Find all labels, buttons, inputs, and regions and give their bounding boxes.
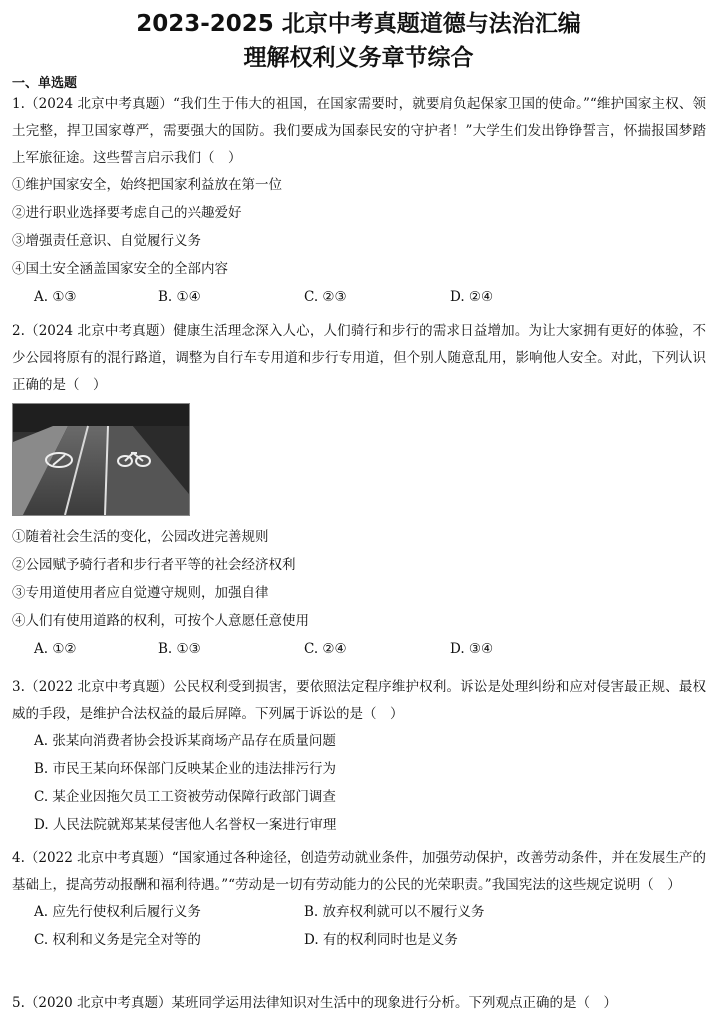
question-2-option-b[interactable]: B. ①③ [158, 641, 201, 657]
question-2 [12, 318, 706, 664]
question-5 [12, 990, 706, 1017]
question-5-stem: 5.（2020 北京中考真题）某班同学运用法律知识对生活中的现象进行分析。下列观点正确的是（ ） [12, 995, 618, 1011]
question-4-stem: 4.（2022 北京中考真题）“国家通过各种途径，创造劳动就业条件，加强劳动保护，改善劳动条件，并在发展生产的基础上，提高劳动报酬和福利待遇。”“劳动是一切有劳动能力的公民的光荣职责。”我国宪法的这些规定说明（ ） [12, 850, 706, 893]
question-2-item-3: ③专用道使用者应自觉遵守规则，加强自律 [12, 585, 269, 601]
question-1-option-d[interactable]: D. ②④ [450, 289, 494, 305]
question-1-options [12, 284, 706, 312]
question-3-stem: 3.（2022 北京中考真题）公民权利受到损害，要依照法定程序维护权利。诉讼是处理纠纷和应对侵害最正规、最权威的手段，是维护合法权益的最后屏障。下列属于诉讼的是（ ） [12, 679, 706, 722]
question-3 [12, 674, 706, 840]
question-4-option-b[interactable]: B. 放弃权利就可以不履行义务 [304, 904, 485, 920]
section-heading: 一、单选题 [12, 76, 78, 91]
question-1-stem: 1.（2024 北京中考真题）“我们生于伟大的祖国，在国家需要时，就要肩负起保家卫国的使命。”“维护国家主权、领土完整，捍卫国家尊严，需要强大的国防。我们要成为国泰民安的守护者！”大学生们发出铮铮誓言，怀揣报国梦踏上军旅征途。这些誓言启示我们（ ） [12, 96, 706, 166]
question-1-option-a[interactable]: A. ①③ [34, 289, 77, 305]
question-2-option-d[interactable]: D. ③④ [450, 641, 494, 657]
question-2-item-4: ④人们有使用道路的权利，可按个人意愿任意使用 [12, 613, 309, 629]
question-4-option-c[interactable]: C. 权利和义务是完全对等的 [34, 932, 201, 948]
question-1-item-3: ③增强责任意识、自觉履行义务 [12, 233, 201, 249]
question-1-option-b[interactable]: B. ①④ [158, 289, 201, 305]
question-2-item-1: ①随着社会生活的变化，公园改进完善规则 [12, 529, 269, 545]
question-1 [12, 91, 706, 312]
title-line-1: 2023-2025 北京中考真题道德与法治汇编 [136, 11, 581, 37]
question-3-option-d[interactable]: D. 人民法院就郑某某侵害他人名誉权一案进行审理 [34, 817, 337, 833]
bike-lane-photo [12, 403, 190, 516]
question-1-item-2: ②进行职业选择要考虑自己的兴趣爱好 [12, 205, 242, 221]
question-4 [12, 845, 706, 955]
question-4-options-row-1 [12, 899, 706, 927]
question-3-option-b[interactable]: B. 市民王某向环保部门反映某企业的违法排污行为 [34, 761, 337, 777]
question-2-options [12, 636, 706, 664]
title-line-2: 理解权利义务章节综合 [243, 45, 474, 71]
question-4-options-row-2 [12, 927, 706, 955]
question-1-item-4: ④国土安全涵盖国家安全的全部内容 [12, 261, 228, 277]
question-2-option-a[interactable]: A. ①② [34, 641, 77, 657]
question-3-option-a[interactable]: A. 张某向消费者协会投诉某商场产品存在质量问题 [34, 733, 336, 749]
question-2-option-c[interactable]: C. ②④ [304, 641, 347, 657]
question-2-item-2: ②公园赋予骑行者和步行者平等的社会经济权利 [12, 557, 296, 573]
question-1-item-1: ①维护国家安全，始终把国家利益放在第一位 [12, 177, 282, 193]
question-2-stem: 2.（2024 北京中考真题）健康生活理念深入人心，人们骑行和步行的需求日益增加。为让大家拥有更好的体验，不少公园将原有的混行路道，调整为自行车专用道和步行专用道，但个别人随意乱用，影响他人安全。对此，下列认识正确的是（ ） [12, 323, 706, 393]
question-3-option-c[interactable]: C. 某企业因拖欠员工工资被劳动保障行政部门调查 [34, 789, 336, 805]
question-4-option-d[interactable]: D. 有的权利同时也是义务 [304, 932, 458, 948]
question-1-option-c[interactable]: C. ②③ [304, 289, 347, 305]
question-4-option-a[interactable]: A. 应先行使权利后履行义务 [34, 904, 201, 920]
